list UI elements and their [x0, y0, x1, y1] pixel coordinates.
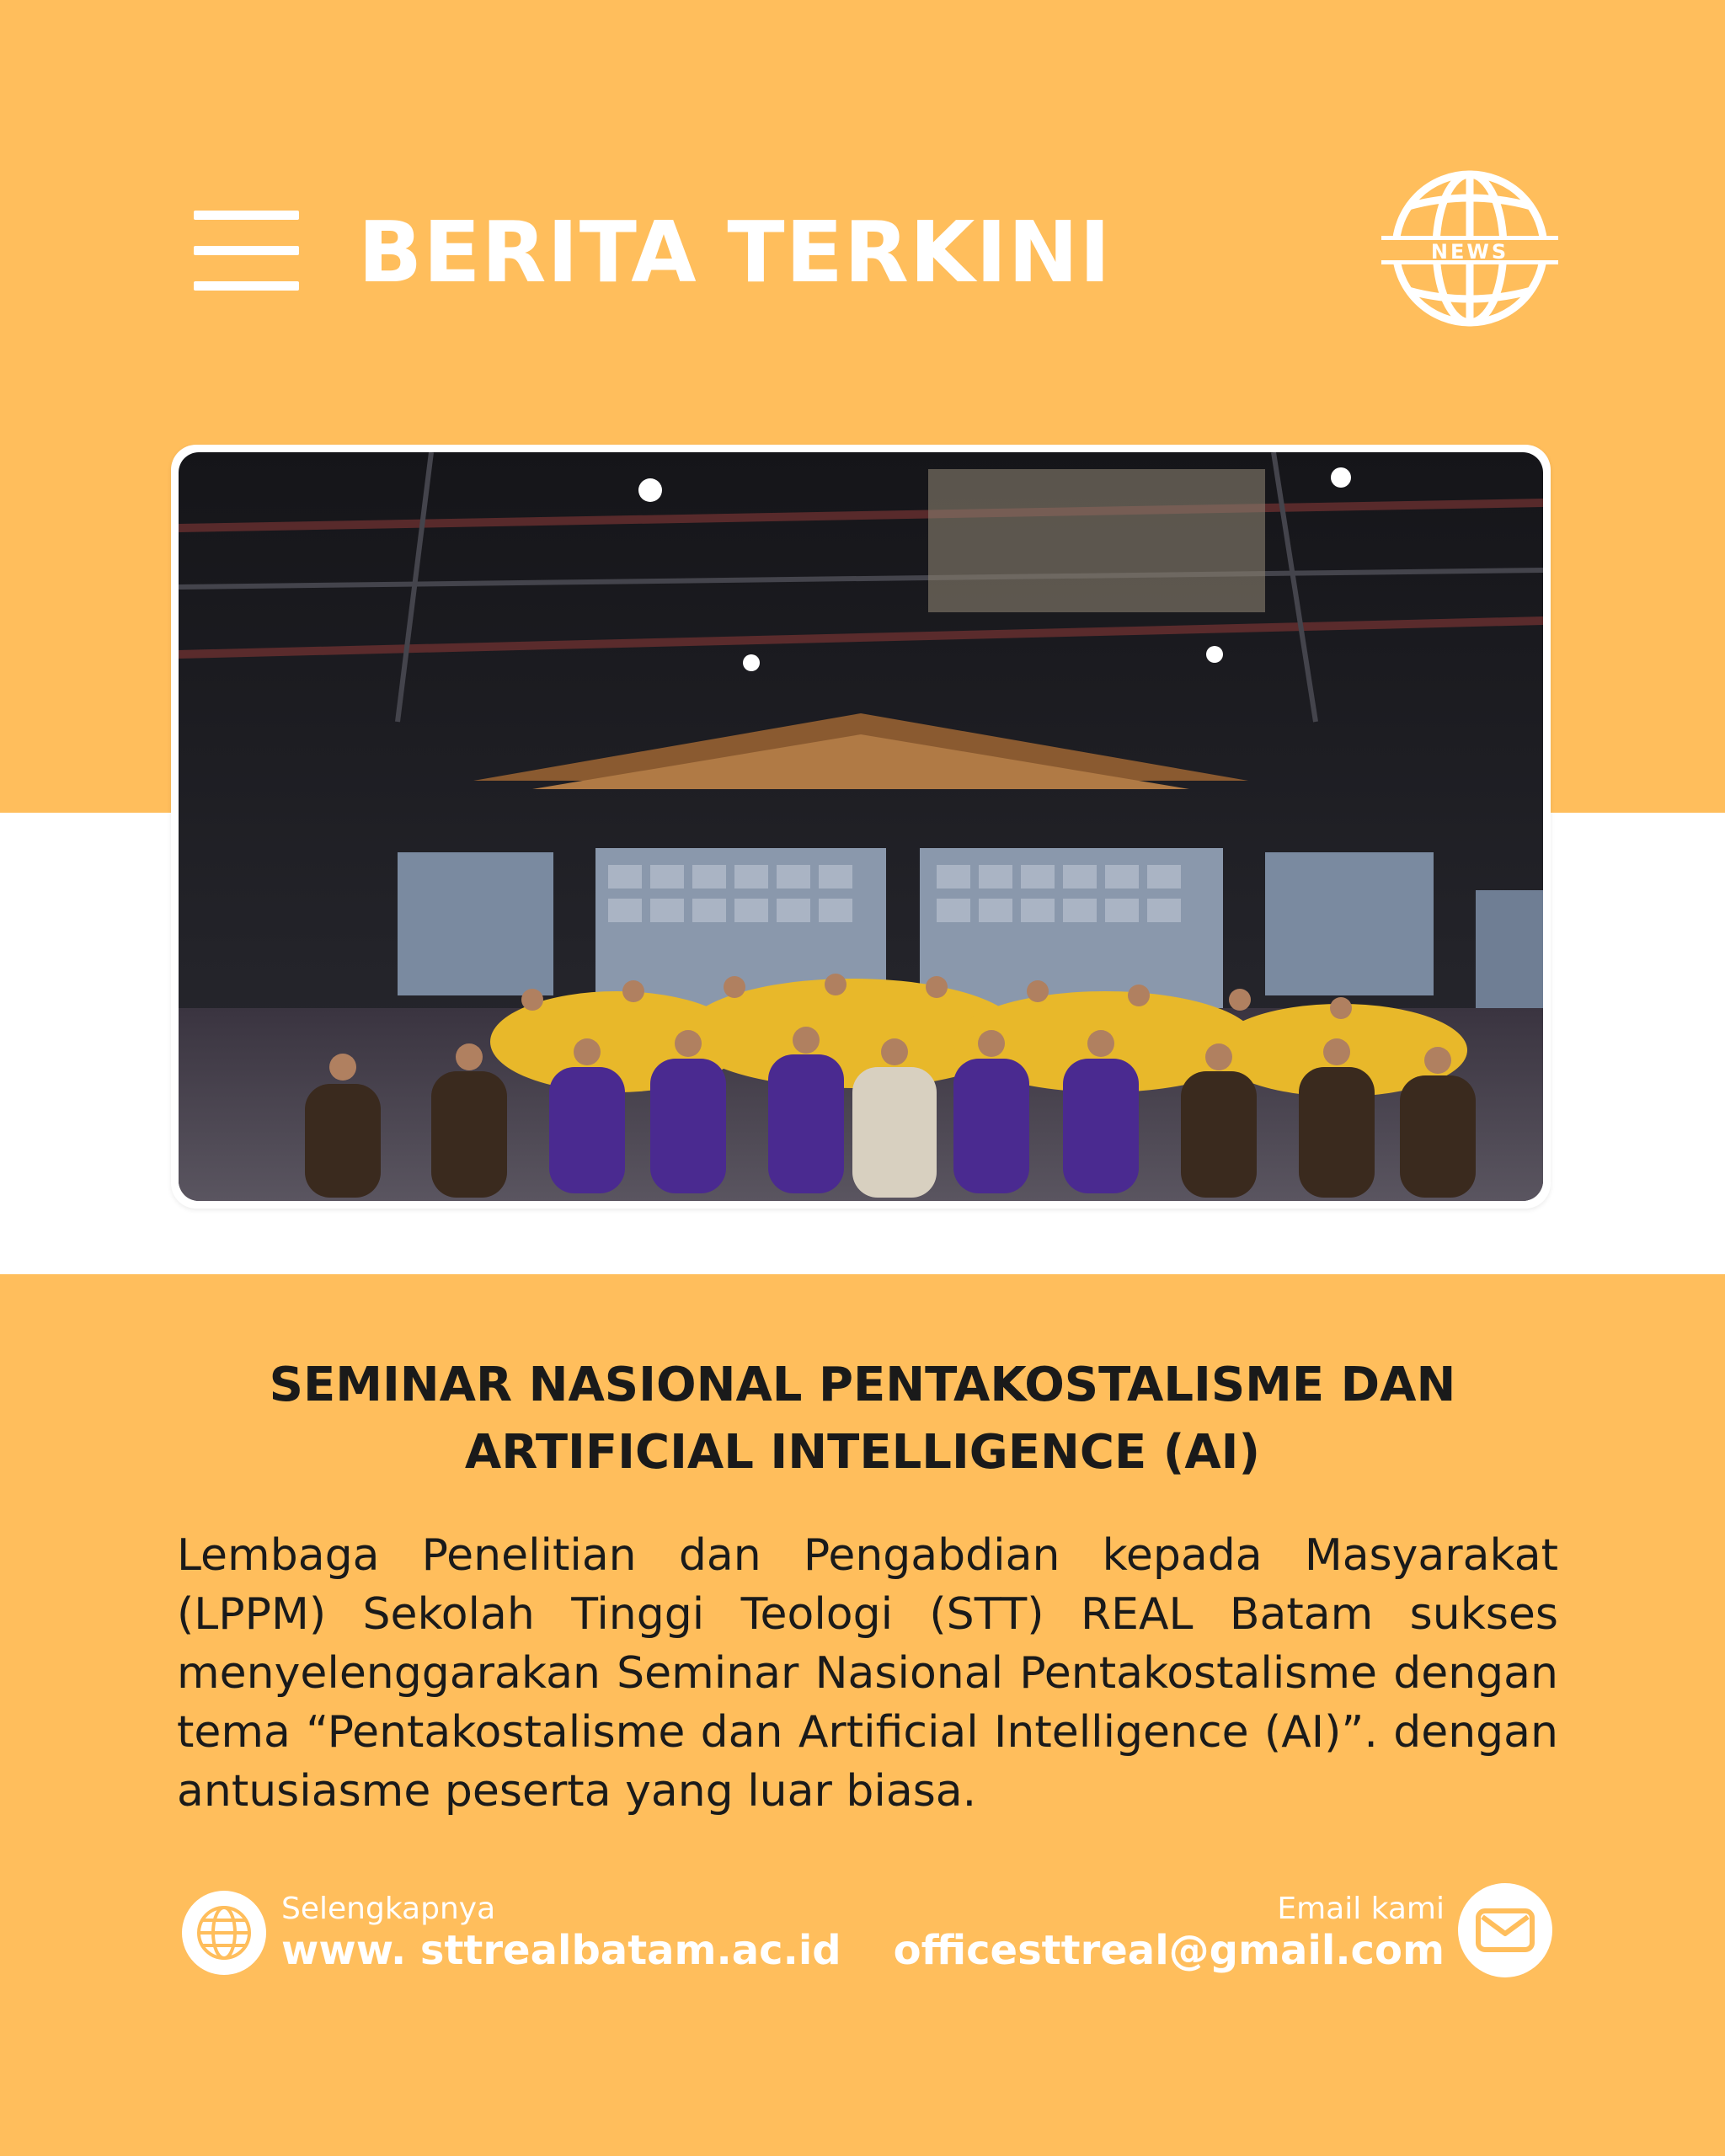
email-link[interactable]: officesttreal@gmail.com [893, 1927, 1445, 1974]
menu-line [194, 281, 299, 291]
website-label: Selengkapnya [281, 1892, 496, 1926]
menu-line [194, 211, 299, 220]
email-label: Email kami [1277, 1892, 1445, 1926]
envelope-glyph [1476, 1908, 1535, 1952]
website-link[interactable]: www. sttrealbatam.ac.id [281, 1927, 841, 1974]
hamburger-menu-icon[interactable] [194, 211, 299, 295]
globe-icon[interactable] [182, 1891, 266, 1975]
photo-frame [171, 445, 1551, 1209]
page-title: BERITA TERKINI [358, 203, 1112, 302]
article-body: Lembaga Penelitian dan Pengabdian kepada Masyarakat (LPPM) Sekolah Tinggi Teologi (STT) REAL Batam sukses menyelenggarakan Seminar Nasional Pentakostalisme dengan tema “Pentakostalisme dan Artificial Intelligence (AI)”. dengan antusiasme peserta yang luar biasa. [177, 1530, 1558, 1817]
group-photo [179, 452, 1543, 1201]
menu-line [194, 246, 299, 255]
news-badge-text: NEWS [1430, 240, 1509, 264]
globe-glyph [194, 1903, 254, 1963]
news-globe-icon [1381, 168, 1558, 328]
envelope-icon[interactable] [1458, 1883, 1552, 1977]
article-title: SEMINAR NASIONAL PENTAKOSTALISME DAN ARTIFICIAL INTELLIGENCE (AI) [269, 1358, 1456, 1480]
